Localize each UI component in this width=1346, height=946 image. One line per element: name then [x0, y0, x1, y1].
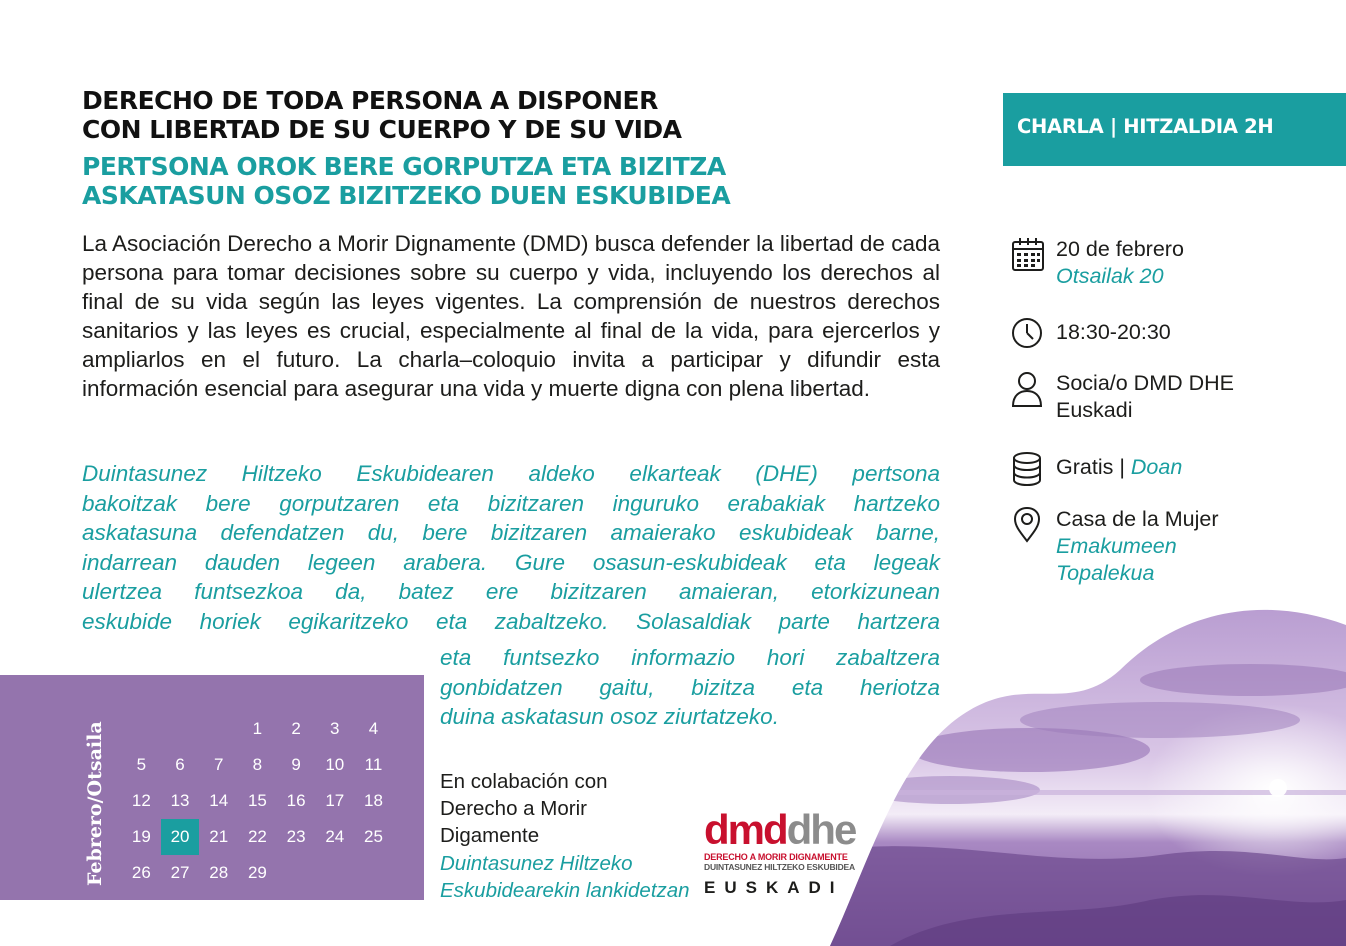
- logo-dmd: dmd: [704, 806, 787, 853]
- info-place: [1010, 506, 1219, 587]
- info-price: [1010, 451, 1182, 489]
- calendar-day: 6: [175, 755, 185, 774]
- price-es: Gratis: [1056, 455, 1114, 479]
- calendar-day: 19: [131, 827, 151, 846]
- calendar-day: 2: [291, 719, 301, 738]
- calendar-day: 4: [368, 719, 379, 738]
- person-icon: [1010, 370, 1046, 408]
- place-eu-line-1: Emakumeen: [1056, 534, 1177, 558]
- calendar-day: 26: [131, 863, 151, 882]
- place-es: Casa de la Mujer: [1056, 507, 1219, 531]
- calendar-day: 8: [252, 755, 263, 774]
- calendar-day: 29: [247, 863, 267, 882]
- calendar-day: 27: [170, 863, 190, 882]
- logo-subtitle-es: DERECHO A MORIR DIGNAMENTE: [704, 852, 848, 862]
- title-es-line-2: CON LIBERTAD DE SU CUERPO Y DE SU VIDA: [82, 115, 682, 144]
- description-eu-line: askatasuna defendatzen du, bere bizitzaren amaierako eskubideak barne,: [82, 520, 940, 545]
- calendar-month-label: Febrero/Otsaila: [84, 721, 106, 886]
- title-basque: [82, 152, 962, 210]
- description-eu-line: Duintasunez Hiltzeko Eskubidearen aldeko elkarteak (DHE) pertsona: [82, 461, 940, 486]
- collaboration-basque: [440, 850, 710, 904]
- logo-dhe: dhe: [786, 806, 856, 853]
- date-es: 20 de febrero: [1056, 237, 1184, 261]
- collaboration-es-line: Derecho a Morir: [440, 797, 587, 820]
- date-eu: Otsailak 20: [1056, 264, 1164, 288]
- sunset-sea-image: [830, 600, 1346, 946]
- collaboration-eu-line: Duintasunez Hiltzeko: [440, 852, 633, 875]
- calendar-day: 15: [247, 791, 267, 810]
- price-eu: Doan: [1130, 455, 1183, 479]
- calendar-day: 24: [325, 827, 345, 846]
- calendar-icon: [1010, 236, 1046, 274]
- calendar-day: 3: [330, 719, 340, 738]
- description-eu-line: ulertzea funtsezkoa da, batez ere bizitzaren amaieran, etorkizunean: [82, 579, 940, 604]
- calendar-day: 10: [325, 755, 345, 774]
- calendar-day: 28: [209, 863, 229, 882]
- clock-icon: [1010, 316, 1046, 354]
- audience-line-2: Euskadi: [1056, 398, 1133, 422]
- calendar-day: 25: [364, 827, 383, 846]
- collaboration-eu-line: Eskubidearekin lankidetzan: [440, 879, 690, 902]
- description-basque: [82, 459, 940, 636]
- description-eu-line: eskubide horiek egikaritzeko eta zabaltzeko. Solasaldiak parte hartzera: [82, 608, 940, 634]
- title-eu-line-2: ASKATASUN OSOZ BIZITZEKO DUEN ESKUBIDEA: [82, 181, 731, 210]
- price-separator: |: [1113, 455, 1131, 479]
- description-eu-line: duina askatasun osoz ziurtatzeko.: [440, 704, 779, 729]
- calendar-blank-cell: [161, 711, 200, 747]
- info-date: [1010, 236, 1184, 290]
- description-spanish: La Asociación Derecho a Morir Dignamente (DMD) busca defender la libertad de cada persona para tomar decisiones sobre su cuerpo y vida, incluyendo los derechos al final de su vida según las leyes vigentes. La comprensión de nuestros derechos sanitarios y las leyes es crucial, especialmente al final de la vida, para ejercerlos y ampliarlos en el futuro. La charla–coloquio invita a participar y difundir esta información esencial para asegurar una vida y muerte digna con plena libertad.: [82, 231, 940, 401]
- calendar-day-highlighted: 20: [161, 819, 200, 855]
- calendar-day: 11: [364, 755, 383, 774]
- title-es-line-1: DERECHO DE TODA PERSONA A DISPONER: [82, 86, 658, 115]
- calendar-day: 23: [286, 827, 306, 846]
- location-pin-icon: [1010, 506, 1046, 544]
- audience-line-1: Socia/o DMD DHE: [1056, 371, 1235, 395]
- event-type-banner: CHARLA | HITZALDIA 2H: [1003, 93, 1346, 166]
- calendar-day: 7: [213, 755, 224, 774]
- calendar-day: 5: [136, 755, 147, 774]
- coins-icon: [1010, 451, 1046, 489]
- dmd-dhe-logo: [704, 808, 874, 904]
- time-value: 18:30-20:30: [1056, 320, 1171, 344]
- calendar-day: 18: [364, 791, 383, 810]
- description-eu-line: eta funtsezko informazio hori zabaltzera: [440, 645, 940, 670]
- logo-subtitle-eu: DUINTASUNEZ HILTZEKO ESKUBIDEA: [704, 862, 855, 872]
- collaboration-es-line: En colabación con: [440, 770, 608, 793]
- calendar-blank-cell: [199, 711, 238, 747]
- logo-wordmark: [704, 808, 874, 852]
- calendar-day: 22: [247, 827, 267, 846]
- calendar-day: 13: [170, 791, 190, 810]
- calendar-day: 17: [325, 791, 345, 810]
- calendar-grid: [122, 711, 393, 891]
- description-eu-line: gonbidatzen gaitu, bizitza eta heriotza: [440, 674, 940, 700]
- calendar-day: 1: [252, 719, 263, 738]
- calendar-blank-cell: [122, 711, 161, 747]
- collaboration-es-line: Digamente: [440, 824, 540, 847]
- logo-region: EUSKADI: [704, 878, 844, 897]
- info-time: [1010, 316, 1171, 354]
- description-eu-line: indarrean dauden legeen arabera. Gure osasun-eskubideak eta legeak: [82, 549, 940, 575]
- description-eu-line: bakoitzak bere gorputzaren eta bizitzaren inguruko erabakiak hartzeko: [82, 490, 940, 516]
- title-spanish: [82, 86, 962, 144]
- calendar-day: 21: [209, 827, 229, 846]
- collaboration-spanish: [440, 768, 700, 849]
- info-audience: [1010, 370, 1234, 424]
- calendar-day: 12: [131, 791, 151, 810]
- place-eu-line-2: Topalekua: [1056, 561, 1155, 585]
- calendar-day: 9: [291, 755, 301, 774]
- calendar-day: 14: [209, 791, 229, 810]
- calendar-day: 16: [286, 791, 306, 810]
- title-eu-line-1: PERTSONA OROK BERE GORPUTZA ETA BIZITZA: [82, 152, 726, 181]
